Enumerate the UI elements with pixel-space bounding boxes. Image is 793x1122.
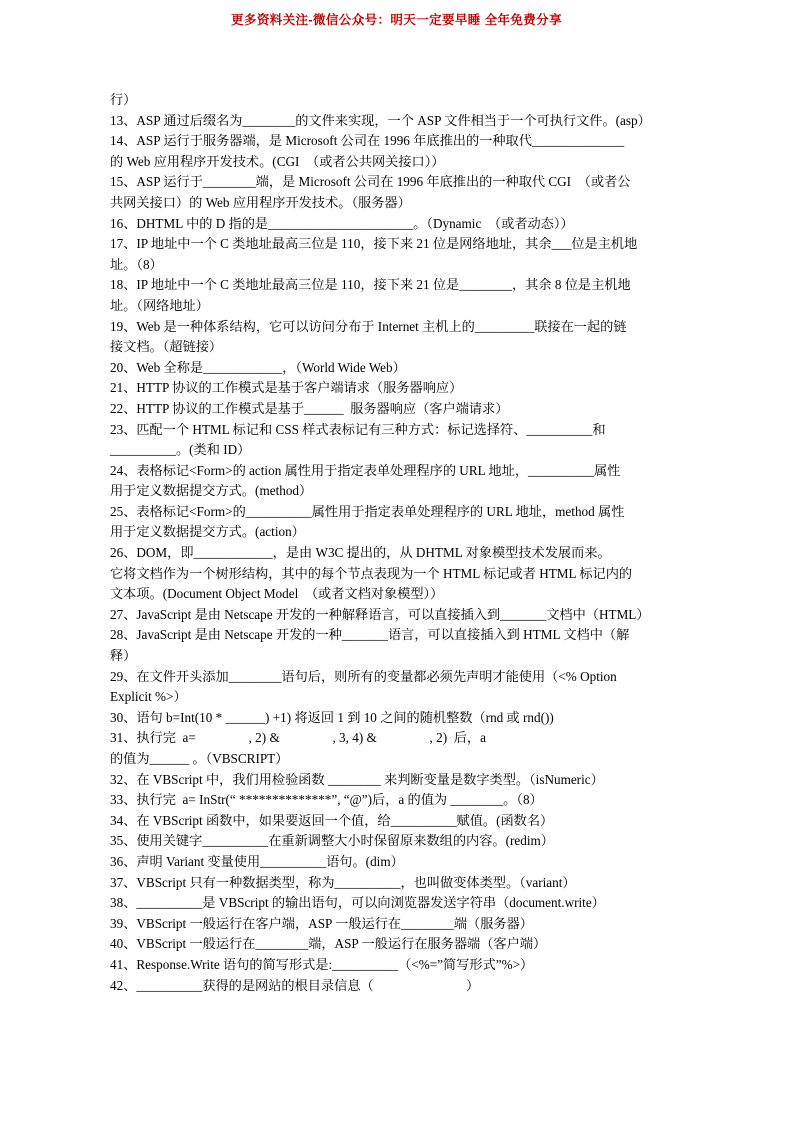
document-line: 25、表格标记<Form>的__________属性用于指定表单处理程序的 URL 地址，method 属性 (110, 503, 625, 519)
document-line: 的值为______ 。（VBSCRIPT） (110, 751, 289, 766)
document-body (110, 90, 688, 996)
document-line: 23、匹配一个 HTML 标记和 CSS 样式表标记有三种方式：标记选择符、__________和 (110, 421, 606, 437)
document-line: 19、Web 是一种体系结构，它可以访问分布于 Internet 主机上的_________联接在一起的链 (110, 318, 627, 334)
document-line: 40、VBScript 一般运行在________端，ASP 一般运行在服务器端（客户端） (110, 936, 547, 952)
document-line: 释） (110, 648, 137, 664)
document-line: 41、Response.Write 语句的简写形式是:__________（<%=”简写形式”%>） (110, 956, 534, 972)
document-line: 13、ASP 通过后缀名为________的文件来实现，一个 ASP 文件相当于一个可执行文件。(asp） (110, 112, 651, 128)
document-line: 24、表格标记<Form>的 action 属性用于指定表单处理程序的 URL 地址，__________属性 (110, 462, 621, 478)
document-line: 42、__________获得的是网站的根目录信息（ ） (110, 977, 480, 993)
document-line: 39、VBScript 一般运行在客户端，ASP 一般运行在________端（服务器） (110, 915, 533, 931)
document-line: 35、使用关键字__________在重新调整大小时保留原来数组的内容。(redim） (110, 833, 554, 849)
document-line: 14、ASP 运行于服务器端，是 Microsoft 公司在 1996 年底推出的一种取代______________ (110, 133, 625, 149)
document-line: 33、执行完 a= InStr(“ **************”, “@”)后，a 的值为 ________。（8） (110, 792, 543, 808)
document-line: 36、声明 Variant 变量使用__________语句。(dim） (110, 853, 404, 869)
document-line: 的 Web 应用程序开发技术。(CGI （或者公共网关接口）） (110, 153, 445, 169)
document-line: 20、Web 全称是____________，（World Wide Web） (110, 359, 406, 375)
document-line: 15、ASP 运行于________端，是 Microsoft 公司在 1996 年底推出的一种取代 CGI （或者公 (110, 174, 631, 190)
document-line: 18、IP 地址中一个 C 类地址最高三位是 110，接下来 21 位是________，其余 8 位是主机地 (110, 277, 631, 293)
document-line: 21、HTTP 协议的工作模式是基于客户端请求（服务器响应） (110, 380, 463, 396)
document-line: 31、执行完 a= , 2) & , 3, 4) & , 2) 后，a (110, 730, 486, 746)
document-line: 29、在文件开头添加________语句后，则所有的变量都必须先声明才能使用（<% Option (110, 668, 617, 684)
document-line: 文本项。(Document Object Model （或者文档对象模型）） (110, 586, 444, 602)
document-line: 28、JavaScript 是由 Netscape 开发的一种_______语言，可以直接插入到 HTML 文档中（解 (110, 627, 630, 643)
document-line: Explicit %>） (110, 689, 187, 705)
document-line: 17、IP 地址中一个 C 类地址最高三位是 110，接下来 21 位是网络地址，其余___位是主机地 (110, 236, 638, 252)
document-line: 接文档。（超链接） (110, 339, 223, 355)
document-line: 行） (110, 92, 137, 107)
document-line: 38、__________是 VBScript 的输出语句，可以向浏览器发送字符串（document.write） (110, 895, 605, 911)
document-line: 址。（8） (110, 256, 163, 272)
document-line: 26、DOM，即____________，是由 W3C 提出的，从 DHTML 对象模型技术发展而来。 (110, 545, 611, 561)
document-line: 址。（网络地址） (110, 297, 209, 313)
document-line: 共网关接口）的 Web 应用程序开发技术。（服务器） (110, 194, 411, 210)
promo-banner: 更多资料关注-微信公众号：明天一定要早睡 全年免费分享 (231, 13, 562, 27)
document-line: __________。(类和 ID） (110, 442, 251, 458)
document-line: 37、VBScript 只有一种数据类型，称为__________，也叫做变体类型。（variant） (110, 874, 576, 890)
document-line: 32、在 VBScript 中，我们用检验函数 ________ 来判断变量是数字类型。（isNumeric） (110, 771, 604, 787)
document-line: 27、JavaScript 是由 Netscape 开发的一种解释语言，可以直接插入到_______文档中（HTML） (110, 606, 650, 622)
document-line: 用于定义数据提交方式。(action） (110, 524, 305, 540)
document-line: 22、HTTP 协议的工作模式是基于______ 服务器响应（客户端请求） (110, 400, 509, 416)
document-line: 16、DHTML 中的 D 指的是______________________。（Dynamic （或者动态）） (110, 215, 574, 231)
document-line: 34、在 VBScript 函数中，如果要返回一个值，给__________赋值。(函数名） (110, 812, 554, 828)
document-line: 30、语句 b=Int(10 * ______) +1) 将返回 1 到 10 之间的随机整数（rnd 或 rnd()) (110, 709, 554, 725)
document-line: 用于定义数据提交方式。(method） (110, 483, 313, 499)
document-line: 它将文档作为一个树形结构，其中的每个节点表现为一个 HTML 标记或者 HTML 标记内的 (110, 565, 633, 581)
